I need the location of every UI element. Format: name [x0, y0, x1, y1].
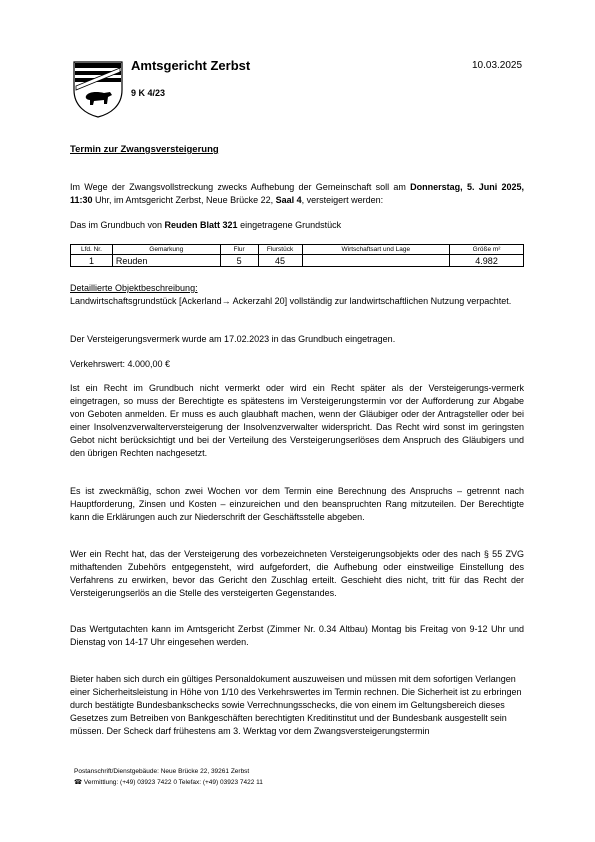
- description-text: Landwirtschaftsgrundstück [Ackerland→ Ackerzahl 20] vollständig zur landwirtschaftlichen Nutzung verpachtet.: [70, 296, 512, 306]
- intro-date-time: 5. Juni 2025, 11:30: [70, 182, 524, 205]
- intro-paragraph: [70, 181, 524, 207]
- verkehrswert: Verkehrswert: 4.000,00 €: [70, 359, 171, 369]
- table-cell: [302, 255, 450, 267]
- gutachten-paragraph: Das Wertgutachten kann im Amtsgericht Zerbst (Zimmer Nr. 0.34 Altbau) Montag bis Freitag von 9-12 Uhr und Dienstag von 14-17 Uhr eingesehen werden.: [70, 624, 524, 647]
- description-label: Detaillierte Objektbeschreibung:: [70, 283, 198, 293]
- column-header: Flur: [220, 245, 258, 255]
- bieter-paragraph: Bieter haben sich durch ein gültiges Personaldokument auszuweisen und müssen mit dem sofortigen Verlangen einer Sicherheitsleistung in Höhe von 1/10 des Verkehrswertes im Termin rechnen. Die Sicherheit ist zu erbringen durch bestätigte Bundesbankschecks sowie Verrechnungsschecks, die von einem im Geltungsbereich dieses Gesetzes zum Betreiben von Bankgeschäften berechtigten Kreditinstitut und der Bundesbank ausgestellt sein müssen. Der Scheck darf frühestens am 3. Werktag vor dem Zwangsversteigerungstermin: [70, 674, 522, 736]
- document-date: 10.03.2025: [472, 60, 523, 71]
- grundbuch-prefix: Das im Grundbuch von: [70, 220, 165, 230]
- column-header: Größe m²: [450, 245, 524, 255]
- intro-weekday: Donnerstag,: [410, 182, 463, 192]
- table-cell: 5: [220, 255, 258, 267]
- zweckmaessig-paragraph: Es ist zweckmäßig, schon zwei Wochen vor dem Termin eine Berechnung des Anspruchs – getrennt nach Hauptforderung, Zinsen und Kosten – einzureichen und den beanspruchten Rang mitzuteilen. Der Berechtigte kann die Erklärungen auch zur Niederschrift der Geschäftsstelle abgeben.: [70, 486, 524, 522]
- table-cell: 4.982: [450, 255, 524, 267]
- column-header: Lfd. Nr.: [71, 245, 113, 255]
- document-heading: Termin zur Zwangsversteigerung: [70, 144, 219, 155]
- table-cell: 1: [71, 255, 113, 267]
- grundbuch-line: [70, 219, 524, 232]
- case-number: 9 K 4/23: [131, 88, 166, 98]
- vermerk-paragraph: Der Versteigerungsvermerk wurde am 17.02.2023 in das Grundbuch eingetragen.: [70, 334, 396, 344]
- table-cell: 45: [258, 255, 302, 267]
- table-cell: Reuden: [112, 255, 220, 267]
- wer-paragraph: Wer ein Recht hat, das der Versteigerung des vorbezeichneten Versteigerungsobjekts oder des nach § 55 ZVG mithaftenden Zubehörs entgegensteht, wird aufgefordert, die Aufhebung oder einstweilige Einstellung des Verfahrens zu erwirken, bevor das Gericht den Zuschlag erteilt. Geschieht dies nicht, tritt für das Recht der Versteigerungserlös an die Stelle des versteigerten Gegenstandes.: [70, 549, 524, 598]
- intro-text-3: , versteigert werden:: [301, 195, 384, 205]
- description-block: [70, 282, 524, 308]
- grundbuch-suffix: eingetragene Grundstück: [237, 220, 342, 230]
- intro-room: Saal 4: [275, 195, 302, 205]
- footer-phone: ☎ Vermittlung: (+49) 03923 7422 0 Telefax: (+49) 03923 7422 11: [74, 779, 263, 786]
- footer-address: Postanschrift/Dienstgebäude: Neue Brücke 22, 39261 Zerbst: [74, 768, 250, 775]
- recht-paragraph: Ist ein Recht im Grundbuch nicht vermerkt oder wird ein Recht später als der Versteigerungs-vermerk eingetragen, so muss der Berechtigte es spätestens im Versteigerungstermin vor der Aufforderung zur Abgabe von Geboten anmelden. Er muss es auch glaubhaft machen, wenn der Gläubiger oder der Antragsteller oder bei einer Insolvenzverwalterversteigerung der Insolvenzverwalter widerspricht. Das Recht wird sonst im geringsten Gebot nicht berücksichtigt und bei der Verteilung des Versteigerungserlöses dem Anspruch des Gläubigers und den übrigen Rechten nachgesetzt.: [70, 383, 524, 458]
- table-header-row: [71, 245, 524, 255]
- grundbuch-name: Reuden Blatt 321: [164, 220, 238, 230]
- court-crest-icon: [72, 60, 124, 118]
- intro-text-2: Uhr, im Amtsgericht Zerbst, Neue Brücke 22,: [92, 195, 276, 205]
- table-row: [71, 255, 524, 267]
- intro-text-1: Im Wege der Zwangsvollstreckung zwecks Aufhebung der Gemeinschaft soll am: [70, 182, 411, 192]
- column-header: Gemarkung: [112, 245, 220, 255]
- parcels-table: [70, 244, 524, 267]
- column-header: Wirtschaftsart und Lage: [302, 245, 450, 255]
- column-header: Flurstück: [258, 245, 302, 255]
- court-name: Amtsgericht Zerbst: [131, 58, 251, 73]
